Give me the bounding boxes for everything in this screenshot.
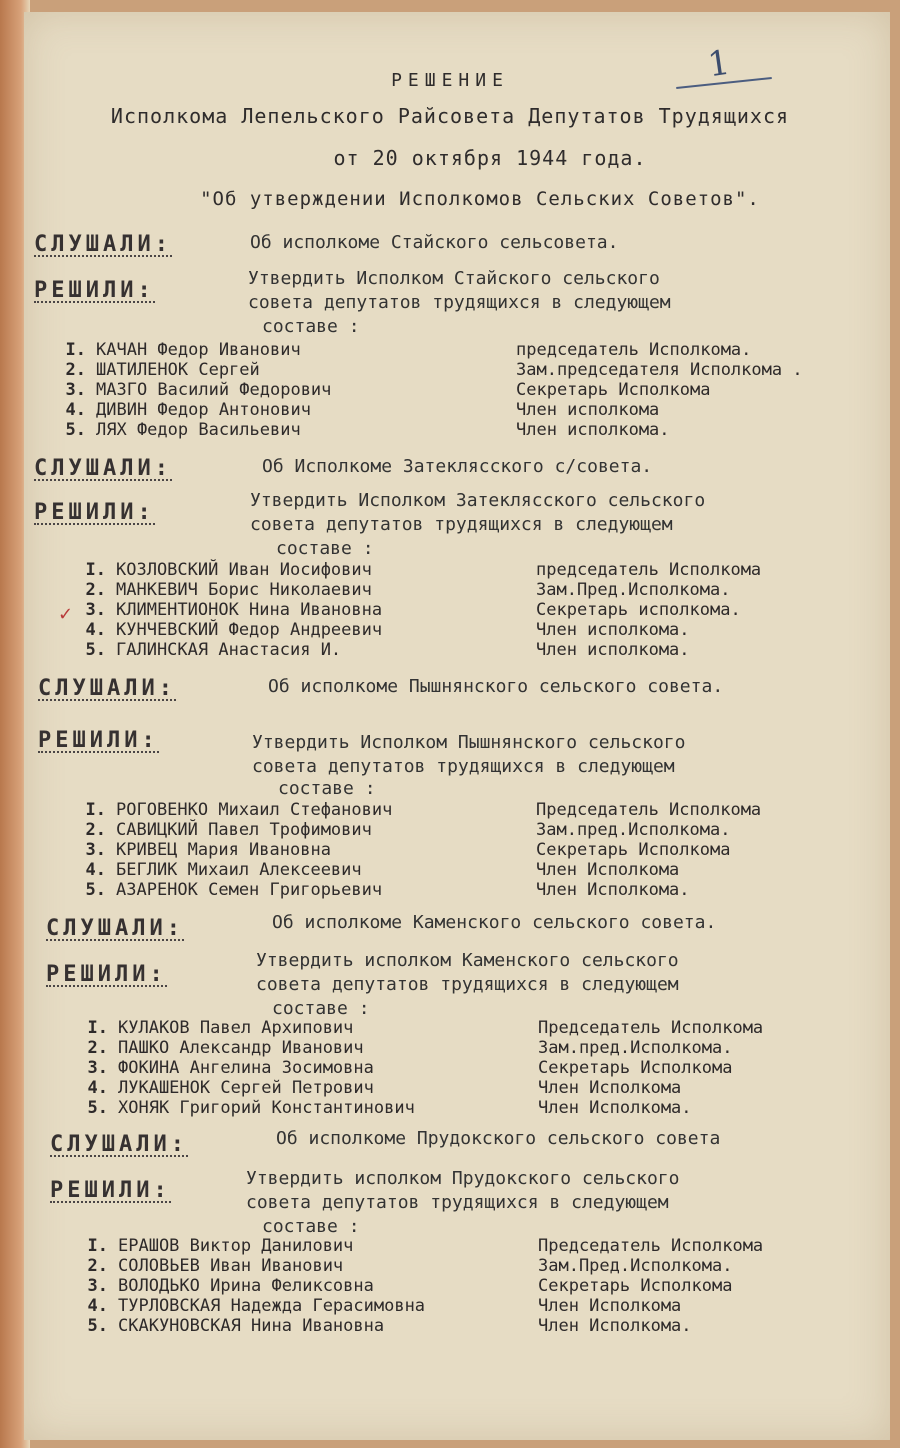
member-row xyxy=(72,1316,692,1336)
member-number: 4. xyxy=(87,1296,108,1316)
member-name: ФОКИНА Ангелина Зосимовна xyxy=(118,1058,374,1078)
member-number: 2. xyxy=(65,360,86,380)
member-row xyxy=(50,360,803,380)
decided-text: Утвердить Исполком Затеклясского сельского xyxy=(250,490,706,511)
member-number: I. xyxy=(87,1018,108,1038)
document-page xyxy=(24,12,890,1440)
member-row xyxy=(72,1098,692,1118)
member-name: ТУРЛОВСКАЯ Надежда Герасимовна xyxy=(118,1296,426,1316)
member-row xyxy=(70,880,690,900)
member-role: председатель Исполкома. xyxy=(516,340,752,360)
member-role: Член исполкома xyxy=(516,400,660,420)
member-row xyxy=(70,860,679,880)
member-number: 3. xyxy=(87,1276,108,1296)
decided-text: Утвердить исполком Каменского сельского xyxy=(256,950,679,971)
member-row xyxy=(72,1236,763,1256)
member-name: МАНКЕВИЧ Борис Николаевич xyxy=(116,580,372,600)
member-row xyxy=(70,840,730,860)
member-role: Член Исполкома. xyxy=(536,880,690,900)
member-name: ХОНЯК Григорий Константинович xyxy=(118,1098,415,1118)
member-name: ЕРАШОВ Виктор Данилович xyxy=(118,1236,354,1256)
decided-text: составе : xyxy=(272,998,370,1019)
document-date: от 20 октября 1944 года. xyxy=(333,146,647,170)
member-row xyxy=(50,400,659,420)
member-number: 5. xyxy=(87,1316,108,1336)
member-row xyxy=(72,1276,732,1296)
member-number: 3. xyxy=(87,1058,108,1078)
member-name: КРИВЕЦ Мария Ивановна xyxy=(116,840,331,860)
member-name: КУЛАКОВ Павел Архипович xyxy=(118,1018,354,1038)
member-name: САВИЦКИЙ Павел Трофимович xyxy=(116,820,372,840)
member-number: 4. xyxy=(85,860,106,880)
member-name: СОЛОВЬЕВ Иван Иванович xyxy=(118,1256,344,1276)
member-number: 3. xyxy=(65,380,86,400)
member-name: ДИВИН Федор Антонович xyxy=(96,400,311,420)
member-role: Член Исполкома xyxy=(536,860,680,880)
decided-text: Утвердить Исполком Пышнянского сельского xyxy=(252,732,686,753)
member-role: Зам.Пред.Исполкома. xyxy=(538,1256,733,1276)
member-row xyxy=(72,1296,681,1316)
member-number: 5. xyxy=(87,1098,108,1118)
member-name: ПАШКО Александр Иванович xyxy=(118,1038,364,1058)
member-name: БЕГЛИК Михаил Алексеевич xyxy=(116,860,362,880)
decided-text: составе : xyxy=(276,538,374,559)
decided-text: Утвердить Исполком Стайского сельского xyxy=(248,268,660,289)
decided-text: составе : xyxy=(262,1216,360,1237)
heard-text: Об исполкоме Прудокского сельского совета xyxy=(276,1128,721,1149)
heard-label: СЛУШАЛИ: xyxy=(50,1132,188,1157)
decided-text: совета депутатов трудящихся в следующем xyxy=(256,974,679,995)
decided-text: совета депутатов трудящихся в следующем xyxy=(252,756,675,777)
member-row xyxy=(72,1256,732,1276)
member-role: Председатель Исполкома xyxy=(538,1236,764,1256)
decided-label: РЕШИЛИ: xyxy=(38,728,159,753)
member-row xyxy=(70,620,690,640)
heard-label: СЛУШАЛИ: xyxy=(38,676,176,701)
member-role: председатель Исполкома xyxy=(536,560,762,580)
decided-text: совета депутатов трудящихся в следующем xyxy=(248,292,671,313)
member-row xyxy=(72,1058,732,1078)
member-role: Член Исполкома. xyxy=(538,1098,692,1118)
member-name: СКАКУНОВСКАЯ Нина Ивановна xyxy=(118,1316,385,1336)
member-name: КОЗЛОВСКИЙ Иван Иосифович xyxy=(116,560,372,580)
check-mark-icon: ✓ xyxy=(58,604,74,625)
member-role: Председатель Исполкома xyxy=(538,1018,764,1038)
member-row xyxy=(72,1078,681,1098)
decided-text: совета депутатов трудящихся в следующем xyxy=(246,1192,669,1213)
member-name: КАЧАН Федор Иванович xyxy=(96,340,301,360)
member-number: 3. xyxy=(85,600,106,620)
decided-label: РЕШИЛИ: xyxy=(46,962,167,987)
decided-text: совета депутатов трудящихся в следующем xyxy=(250,514,673,535)
heard-text: Об исполкоме Стайского сельсовета. xyxy=(250,232,619,253)
member-role: Член исполкома. xyxy=(536,640,690,660)
page-number: 1 xyxy=(705,42,733,86)
member-number: 4. xyxy=(87,1078,108,1098)
member-row xyxy=(50,380,710,400)
member-number: I. xyxy=(65,340,86,360)
member-row xyxy=(70,560,761,580)
decided-text: составе : xyxy=(278,778,376,799)
member-row xyxy=(70,600,741,620)
heard-text: Об Исполкоме Затеклясского с/совета. xyxy=(262,456,653,477)
member-role: Секретарь Исполкома xyxy=(538,1058,733,1078)
member-name: ШАТИЛЕНОК Сергей xyxy=(96,360,260,380)
member-role: Зам.Пред.Исполкома. xyxy=(536,580,731,600)
member-name: ВОЛОДЬКО Ирина Феликсовна xyxy=(118,1276,374,1296)
member-row xyxy=(50,420,670,440)
member-name: ЛУКАШЕНОК Сергей Петрович xyxy=(118,1078,374,1098)
member-name: МАЗГО Василий Федорович xyxy=(96,380,332,400)
member-row xyxy=(70,800,761,820)
member-name: ГАЛИНСКАЯ Анастасия И. xyxy=(116,640,342,660)
member-role: Член Исполкома xyxy=(538,1078,682,1098)
heard-label: СЛУШАЛИ: xyxy=(34,232,172,257)
decided-text: Утвердить исполком Прудокского сельского xyxy=(246,1168,680,1189)
member-role: Секретарь Исполкома xyxy=(516,380,711,400)
decided-label: РЕШИЛИ: xyxy=(34,500,155,525)
member-number: I. xyxy=(85,800,106,820)
member-number: I. xyxy=(87,1236,108,1256)
member-role: Секретарь Исполкома xyxy=(536,840,731,860)
member-role: Член исполкома. xyxy=(516,420,670,440)
member-number: 4. xyxy=(85,620,106,640)
member-number: 5. xyxy=(85,880,106,900)
member-row xyxy=(70,640,690,660)
member-role: Секретарь исполкома. xyxy=(536,600,741,620)
heard-text: Об исполкоме Пышнянского сельского совета. xyxy=(268,676,724,697)
member-row xyxy=(72,1018,763,1038)
member-role: Зам.пред.Исполкома. xyxy=(536,820,731,840)
decided-text: составе : xyxy=(262,316,360,337)
member-name: КУНЧЕВСКИЙ Федор Андреевич xyxy=(116,620,383,640)
heard-text: Об исполкоме Каменского сельского совета. xyxy=(272,912,717,933)
member-role: Член исполкома. xyxy=(536,620,690,640)
issuing-body: Исполкома Лепельского Райсовета Депутатов Трудящихся xyxy=(110,104,790,128)
member-number: 2. xyxy=(87,1256,108,1276)
member-row xyxy=(70,580,730,600)
member-name: КЛИМЕНТИОНОК Нина Ивановна xyxy=(116,600,383,620)
decided-label: РЕШИЛИ: xyxy=(34,278,155,303)
document-title: РЕШЕНИЕ xyxy=(391,70,509,91)
heard-label: СЛУШАЛИ: xyxy=(46,916,184,941)
decided-label: РЕШИЛИ: xyxy=(50,1178,171,1203)
heard-label: СЛУШАЛИ: xyxy=(34,456,172,481)
member-number: I. xyxy=(85,560,106,580)
member-number: 2. xyxy=(85,820,106,840)
member-name: РОГОВЕНКО Михаил Стефанович xyxy=(116,800,393,820)
member-number: 5. xyxy=(85,640,106,660)
member-role: Председатель Исполкома xyxy=(536,800,762,820)
member-number: 3. xyxy=(85,840,106,860)
member-number: 4. xyxy=(65,400,86,420)
member-row xyxy=(50,340,751,360)
member-name: АЗАРЕНОК Семен Григорьевич xyxy=(116,880,383,900)
member-role: Зам.председателя Исполкома . xyxy=(516,360,803,380)
member-role: Секретарь Исполкома xyxy=(538,1276,733,1296)
member-role: Член Исполкома xyxy=(538,1296,682,1316)
member-role: Зам.пред.Исполкома. xyxy=(538,1038,733,1058)
document-subject: "Об утверждении Исполкомов Сельских Советов". xyxy=(200,188,760,210)
member-name: ЛЯХ Федор Васильевич xyxy=(96,420,301,440)
member-role: Член Исполкома. xyxy=(538,1316,692,1336)
member-number: 2. xyxy=(85,580,106,600)
member-row xyxy=(72,1038,732,1058)
member-number: 2. xyxy=(87,1038,108,1058)
member-number: 5. xyxy=(65,420,86,440)
member-row xyxy=(70,820,730,840)
